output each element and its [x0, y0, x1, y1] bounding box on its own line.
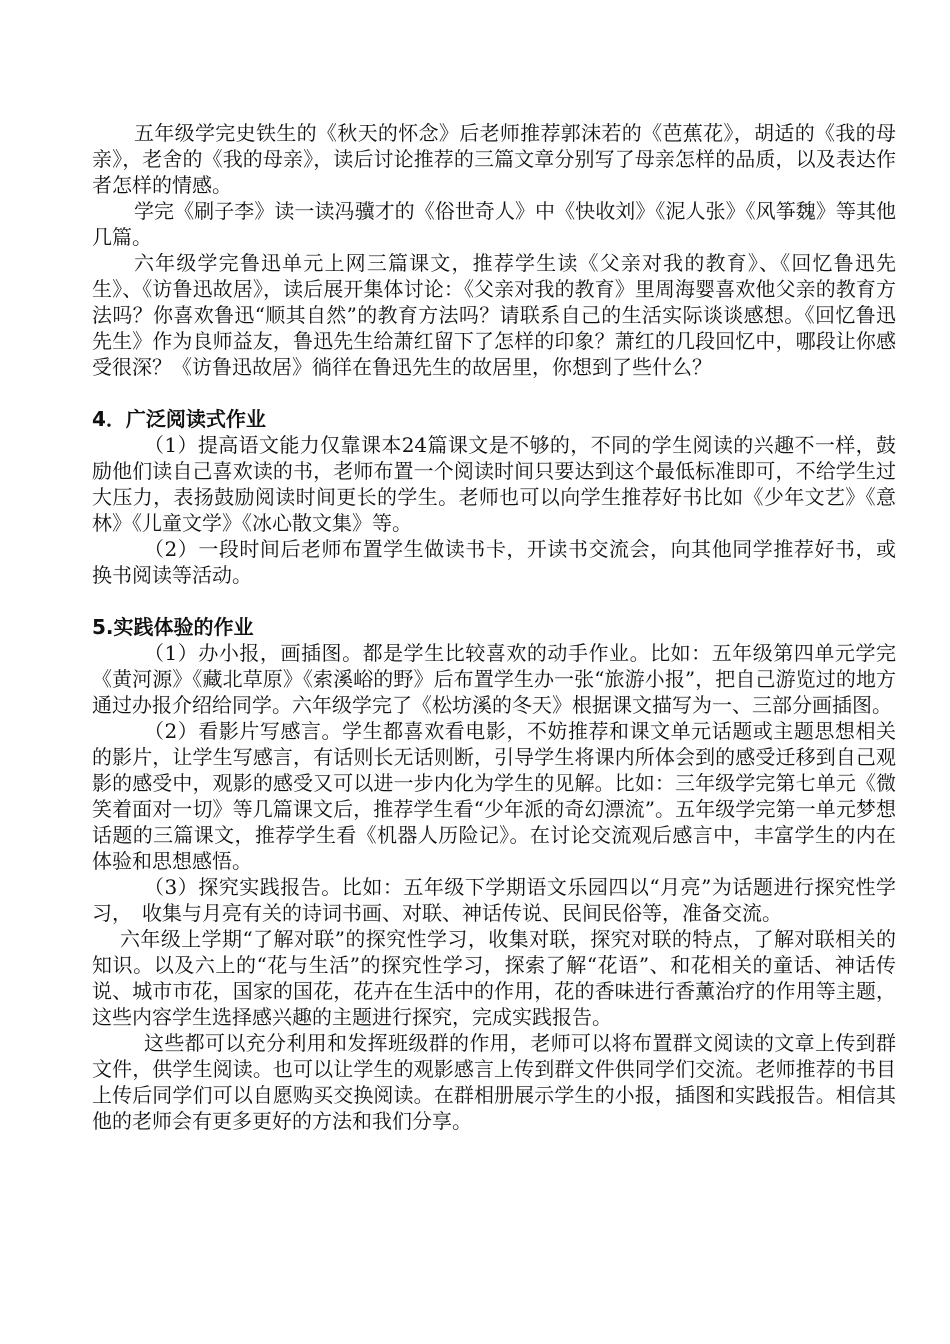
paragraph: 六年级学完鲁迅单元上网三篇课文，推荐学生读《父亲对我的教育》、《回忆鲁迅先生》、《访鲁迅故居》，读后展开集体讨论：《父亲对我的教育》里周海婴喜欢他父亲的教育方法吗？你喜欢鲁迅“顺其自然”的教育方法吗？请联系自己的生活实际谈谈感想。《回忆鲁迅先生》作为良师益友，鲁迅先生给萧红留下了怎样的印象？萧红的几段回忆中，哪段让你感受很深？《访鲁迅故居》徜徉在鲁迅先生的故居里，你想到了些什么？	[92, 251, 896, 379]
section-5	[92, 614, 896, 1134]
paragraph: （1）提高语文能力仅靠课本24篇课文是不够的，不同的学生阅读的兴趣不一样，鼓励他们读自己喜欢读的书，老师布置一个阅读时间只要达到这个最低标准即可，不给学生过大压力，表扬鼓励阅读时间更长的学生。老师也可以向学生推荐好书比如《少年文艺》《意林》《儿童文学》《冰心散文集》等。	[92, 433, 896, 535]
paragraph: （2）一段时间后老师布置学生做读书卡，开读书交流会，向其他同学推荐好书，或换书阅读等活动。	[92, 537, 896, 587]
section-heading: 4．广泛阅读式作业	[92, 407, 266, 431]
paragraph: （1）办小报，画插图。都是学生比较喜欢的动手作业。比如：五年级第四单元学完《黄河源》《藏北草原》《索溪峪的野》后布置学生办一张“旅游小报”，把自己游览过的地方通过办报介绍给同学。六年级学完了《松坊溪的冬天》根据课文描写为一、三部分画插图。	[92, 641, 896, 717]
paragraph: 六年级上学期“了解对联”的探究性学习，收集对联，探究对联的特点，了解对联相关的知识。以及六上的“花与生活”的探究性学习，探索了解“花语”、和花相关的童话、神话传说、城市市花，国家的国花，花卉在生活中的作用，花的香味进行香薰治疗的作用等主题，这些内容学生选择感兴趣的主题进行探究，完成实践报告。	[92, 927, 896, 1029]
document-page	[92, 120, 896, 1134]
paragraph: 这些都可以充分利用和发挥班级群的作用，老师可以将布置群文阅读的文章上传到群文件，供学生阅读。也可以让学生的观影感言上传到群文件供同学们交流。老师推荐的书目上传后同学们可以自愿购买交换阅读。在群相册展示学生的小报，插图和实践报告。相信其他的老师会有更多更好的方法和我们分享。	[92, 1031, 896, 1133]
section-4	[92, 406, 896, 588]
paragraph: （3）探究实践报告。比如：五年级下学期语文乐园四以“月亮”为话题进行探究性学习， 收集与月亮有关的诗词书画、对联、神话传说、民间民俗等，准备交流。	[92, 875, 896, 925]
paragraph: 学完《刷子李》读一读冯骥才的《俗世奇人》中《快收刘》《泥人张》《风筝魏》等其他几篇。	[92, 199, 896, 249]
paragraph: 五年级学完史铁生的《秋天的怀念》后老师推荐郭沫若的《芭蕉花》，胡适的《我的母亲》，老舍的《我的母亲》，读后讨论推荐的三篇文章分别写了母亲怎样的品质，以及表达作者怎样的情感。	[92, 121, 896, 197]
section-heading: 5.实践体验的作业	[92, 615, 254, 639]
paragraph: （2）看影片写感言。学生都喜欢看电影，不妨推荐和课文单元话题或主题思想相关的影片，让学生写感言，有话则长无话则断，引导学生将课内所体会到的感受迁移到自己观影的感受中，观影的感受又可以进一步内化为学生的见解。比如：三年级学完第七单元《微笑着面对一切》等几篇课文后，推荐学生看“少年派的奇幻漂流”。五年级学完第一单元梦想话题的三篇课文，推荐学生看《机器人历险记》。在讨论交流观后感言中，丰富学生的内在体验和思想感悟。	[92, 719, 896, 873]
